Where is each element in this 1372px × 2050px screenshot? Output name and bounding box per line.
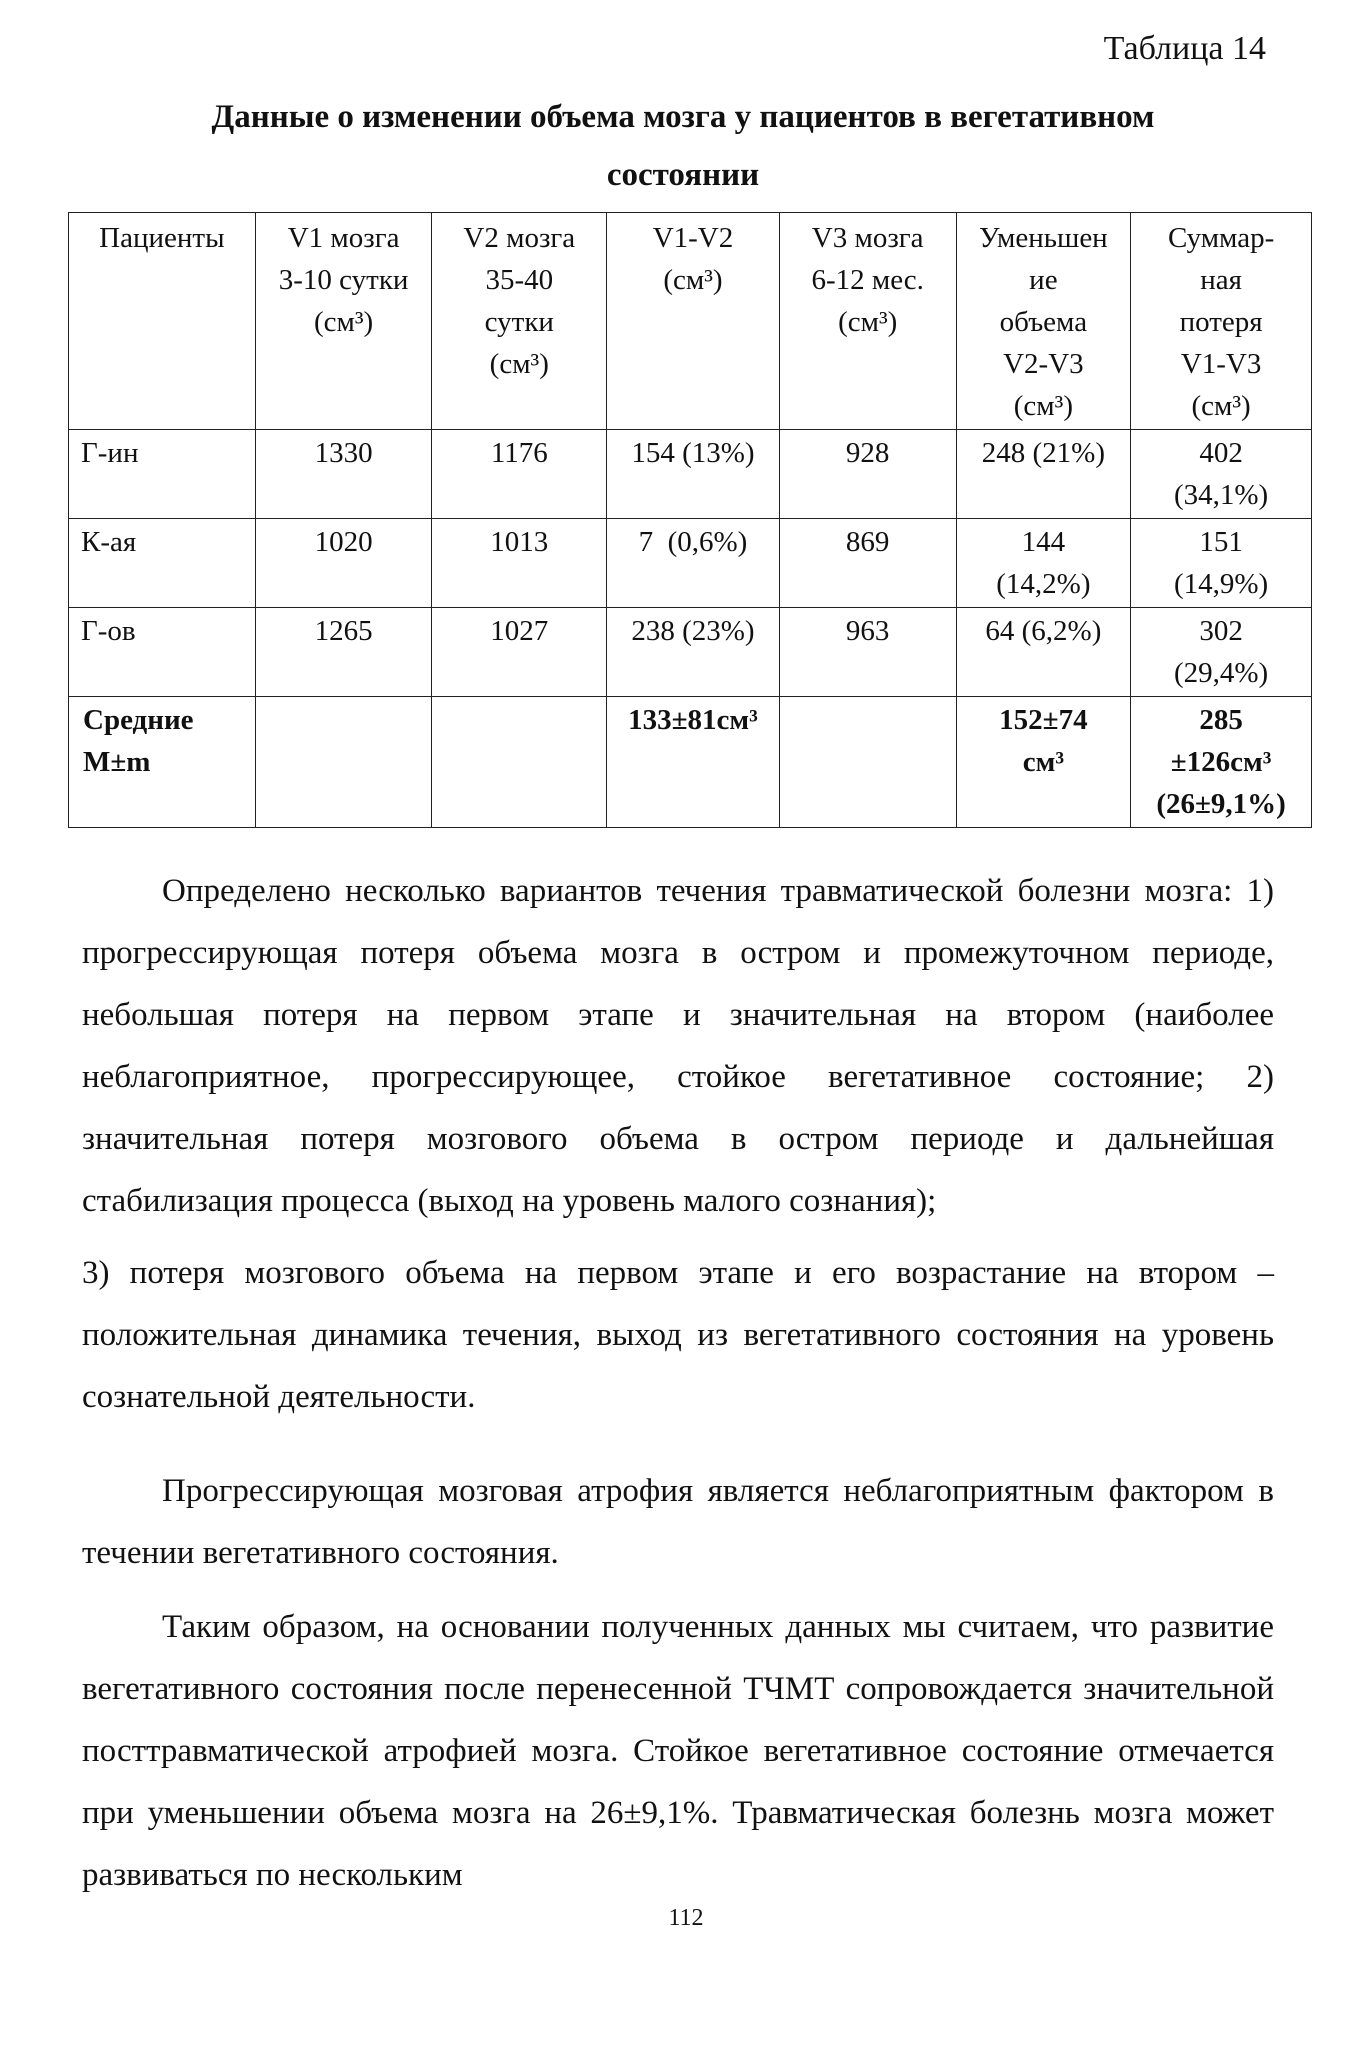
- brain-volume-table: [68, 212, 1312, 828]
- header-line: (см³): [489, 348, 549, 380]
- cell-line: 151: [1199, 526, 1243, 558]
- table-caption-line-1: Данные о изменении объема мозга у пациентов в вегетативном: [211, 99, 1155, 135]
- cell-total: [1131, 430, 1312, 519]
- cell-line: M±m: [83, 746, 151, 778]
- header-line: (см³): [838, 306, 898, 338]
- header-line: V2 мозга: [463, 222, 576, 254]
- header-v1-v2: [607, 213, 780, 430]
- cell-v1: [255, 697, 432, 828]
- table-row: [69, 608, 1312, 697]
- header-line: (см³): [663, 264, 723, 296]
- cell-v2: [432, 697, 607, 828]
- cell-patient: Г-ов: [69, 608, 256, 697]
- table-header-row: [69, 213, 1312, 430]
- header-line: V2-V3: [1003, 348, 1084, 380]
- table-summary-row: [69, 697, 1312, 828]
- header-line: ная: [1200, 264, 1242, 296]
- header-line: потеря: [1179, 306, 1263, 338]
- cell-line: 402: [1199, 437, 1243, 469]
- page-number: 112: [668, 1905, 704, 1931]
- cell-line: 302: [1199, 615, 1243, 647]
- header-line: (см³): [1191, 390, 1251, 422]
- cell-v2-v3: [956, 430, 1131, 519]
- cell-total: [1131, 697, 1312, 828]
- paragraph-text: 3) потеря мозгового объема на первом этапе и его возрастание на втором – положительная динамика течения, выход из вегетативного состояния на уровень сознательной деятельности.: [82, 1255, 1274, 1415]
- header-line: Пациенты: [99, 222, 225, 254]
- cell-v2: 1027: [432, 608, 607, 697]
- table-row: [69, 519, 1312, 608]
- table-row: [69, 430, 1312, 519]
- cell-v1-v2: 154 (13%): [607, 430, 780, 519]
- header-v2: [432, 213, 607, 430]
- cell-line: 64 (6,2%): [985, 615, 1102, 647]
- cell-line: (14,9%): [1173, 568, 1269, 600]
- paragraph-text: Определено несколько вариантов течения травматической болезни мозга: 1) прогрессирующая потеря объема мозга в остром и промежуточном периоде, небольшая потеря на первом этапе и значительная на втором (наиболее неблагоприятное, прогрессирующее, стойкое вегетативное состояние; 2) значительная потеря мозгового объема в остром периоде и дальнейшая стабилизация процесса (выход на уровень малого сознания);: [82, 873, 1274, 1219]
- header-line: 3-10 сутки: [278, 264, 409, 296]
- table-caption: [68, 88, 1298, 204]
- cell-total: [1131, 519, 1312, 608]
- cell-v3: 869: [779, 519, 956, 608]
- cell-line: 285: [1199, 704, 1243, 736]
- header-line: V1-V3: [1180, 348, 1262, 380]
- header-v1: [255, 213, 432, 430]
- header-v2-v3: [956, 213, 1131, 430]
- cell-line: 152±74: [999, 704, 1088, 736]
- header-v3: [779, 213, 956, 430]
- table-caption-line-2: состоянии: [606, 157, 760, 193]
- header-total-loss: [1131, 213, 1312, 430]
- cell-patient: К-ая: [69, 519, 256, 608]
- paragraph-variant-three: [82, 1242, 1274, 1428]
- header-line: сутки: [484, 306, 554, 338]
- cell-patient: Г-ин: [69, 430, 256, 519]
- cell-line: 248 (21%): [981, 437, 1105, 469]
- cell-v3: 928: [779, 430, 956, 519]
- paragraph-text: Прогрессирующая мозговая атрофия является неблагоприятным фактором в течении вегетативного состояния.: [82, 1473, 1274, 1571]
- cell-v1-v2: 133±81см³: [607, 697, 780, 828]
- cell-line: см³: [1022, 746, 1065, 778]
- header-line: объема: [999, 306, 1088, 338]
- cell-v2-v3: [956, 608, 1131, 697]
- paragraph-text: Таким образом, на основании полученных данных мы считаем, что развитие вегетативного состояния после перенесенной ТЧМТ сопровождается значительной посттравматической атрофией мозга. Стойкое вегетативное состояние отмечается при уменьшении объема мозга на 26±9,1%. Травматическая болезнь мозга может развиваться по нескольким: [82, 1609, 1274, 1893]
- cell-v2: 1013: [432, 519, 607, 608]
- cell-v2-v3: [956, 519, 1131, 608]
- cell-v1: 1020: [255, 519, 432, 608]
- cell-line: ±126см³: [1170, 746, 1272, 778]
- cell-v2: 1176: [432, 430, 607, 519]
- paragraph-atrophy: [82, 1460, 1274, 1584]
- cell-line: 144: [1021, 526, 1066, 558]
- cell-v1-v2: 238 (23%): [607, 608, 780, 697]
- header-patients: [69, 213, 256, 430]
- header-line: ие: [1029, 264, 1058, 296]
- cell-line: (29,4%): [1173, 657, 1269, 689]
- cell-line: (14,2%): [996, 568, 1091, 600]
- cell-line: (34,1%): [1173, 479, 1269, 511]
- cell-v1: 1330: [255, 430, 432, 519]
- paragraph-conclusion: [82, 1596, 1274, 1906]
- cell-v3: [779, 697, 956, 828]
- paragraph-variants: [82, 860, 1274, 1232]
- header-line: V1-V2: [652, 222, 734, 254]
- cell-line: (26±9,1%): [1156, 788, 1286, 820]
- header-line: (см³): [313, 306, 374, 338]
- header-line: Суммар-: [1167, 222, 1275, 254]
- cell-line: Средние: [83, 704, 194, 736]
- header-line: Уменьшен: [979, 222, 1108, 254]
- header-line: 35-40: [485, 264, 554, 296]
- header-line: V3 мозга: [811, 222, 924, 254]
- cell-v3: 963: [779, 608, 956, 697]
- header-line: 6-12 мес.: [811, 264, 924, 296]
- cell-v1: 1265: [255, 608, 432, 697]
- cell-total: [1131, 608, 1312, 697]
- cell-v2-v3: [956, 697, 1131, 828]
- cell-summary-label: [69, 697, 256, 828]
- cell-v1-v2: 7 (0,6%): [607, 519, 780, 608]
- table-number: Таблица 14: [1103, 30, 1266, 67]
- header-line: (см³): [1013, 390, 1073, 422]
- header-line: V1 мозга: [287, 222, 400, 254]
